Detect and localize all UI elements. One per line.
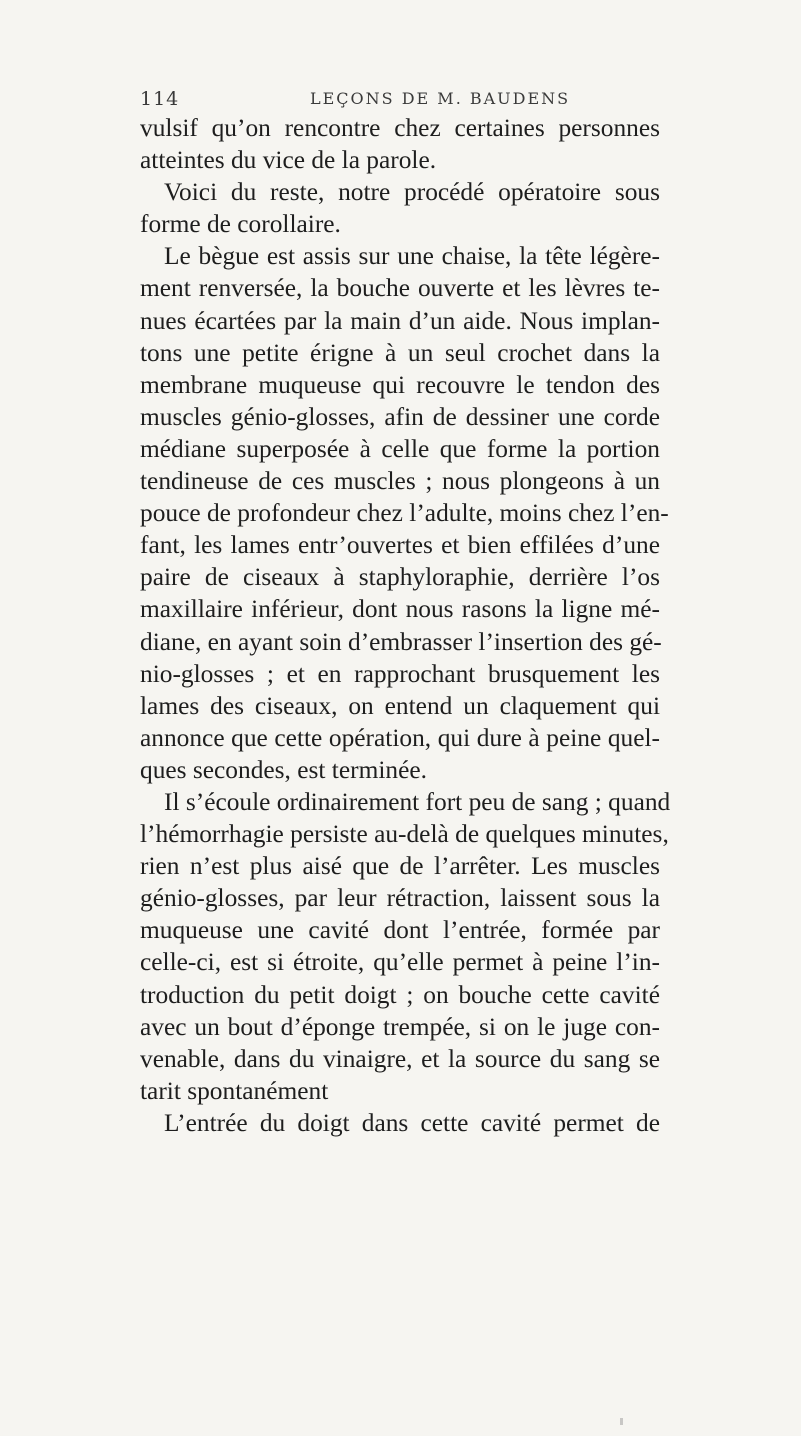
text-line: diane, en ayant soin d’embrasser l’insertion des gé-	[140, 627, 662, 656]
text-line: nio-glosses ; et en rapprochant brusquement les	[140, 659, 660, 688]
running-title: LEÇONS DE M. BAUDENS	[310, 89, 571, 108]
text-line: tons une petite érigne à un seul crochet dans la	[140, 338, 660, 367]
text-line: Voici du reste, notre procédé opératoire sous	[164, 178, 660, 207]
text-line: vulsif qu’on rencontre chez certaines personnes	[140, 114, 660, 142]
text-line: nues écartées par la main d’un aide. Nous implan-	[140, 306, 660, 335]
text-line: tarit spontanément	[140, 1076, 329, 1105]
body-text	[140, 112, 671, 1139]
text-line: ment renversée, la bouche ouverte et les lèvres te-	[140, 274, 660, 303]
text-line: membrane muqueuse qui recouvre le tendon des	[140, 370, 660, 399]
text-line: annonce que cette opération, qui dure à peine quel-	[140, 723, 660, 752]
text-line: lames des ciseaux, on entend un claquement qui	[140, 691, 660, 720]
text-line: L’entrée du doigt dans cette cavité permet de	[164, 1108, 660, 1137]
page-number: 114	[140, 88, 180, 110]
text-line: atteintes du vice de la parole.	[140, 146, 437, 175]
text-line: génio-glosses, par leur rétraction, laissent sous la	[140, 884, 660, 913]
text-line: tendineuse de ces muscles ; nous plongeons à un	[140, 467, 660, 496]
text-line: venable, dans du vinaigre, et la source du sang se	[140, 1044, 660, 1073]
text-line: fant, les lames entr’ouvertes et bien effilées d’une	[140, 531, 660, 560]
text-line: ques secondes, est terminée.	[140, 755, 427, 784]
paper-speck	[620, 1418, 623, 1425]
text-line: Il s’écoule ordinairement fort peu de sang ; quand	[164, 787, 671, 816]
text-line: Le bègue est assis sur une chaise, la tête légère-	[164, 242, 660, 271]
text-line: forme de corollaire.	[140, 210, 341, 239]
text-line: maxillaire inférieur, dont nous rasons la ligne mé-	[140, 595, 660, 624]
text-line: celle-ci, est si étroite, qu’elle permet à peine l’in-	[140, 948, 660, 977]
text-line: paire de ciseaux à staphyloraphie, derrière l’os	[140, 563, 660, 592]
text-line: rien n’est plus aisé que de l’arrêter. Les muscles	[140, 852, 660, 881]
text-line: avec un bout d’éponge trempée, si on le juge con-	[140, 1012, 660, 1041]
text-line: médiane superposée à celle que forme la portion	[140, 434, 660, 463]
text-line: pouce de profondeur chez l’adulte, moins chez l’en-	[140, 499, 669, 528]
text-line: l’hémorrhagie persiste au-delà de quelques minutes,	[140, 820, 669, 849]
text-line: muscles génio-glosses, afin de dessiner une corde	[140, 402, 660, 431]
text-line: muqueuse une cavité dont l’entrée, formée par	[140, 916, 660, 945]
text-line: troduction du petit doigt ; on bouche cette cavité	[140, 980, 660, 1009]
